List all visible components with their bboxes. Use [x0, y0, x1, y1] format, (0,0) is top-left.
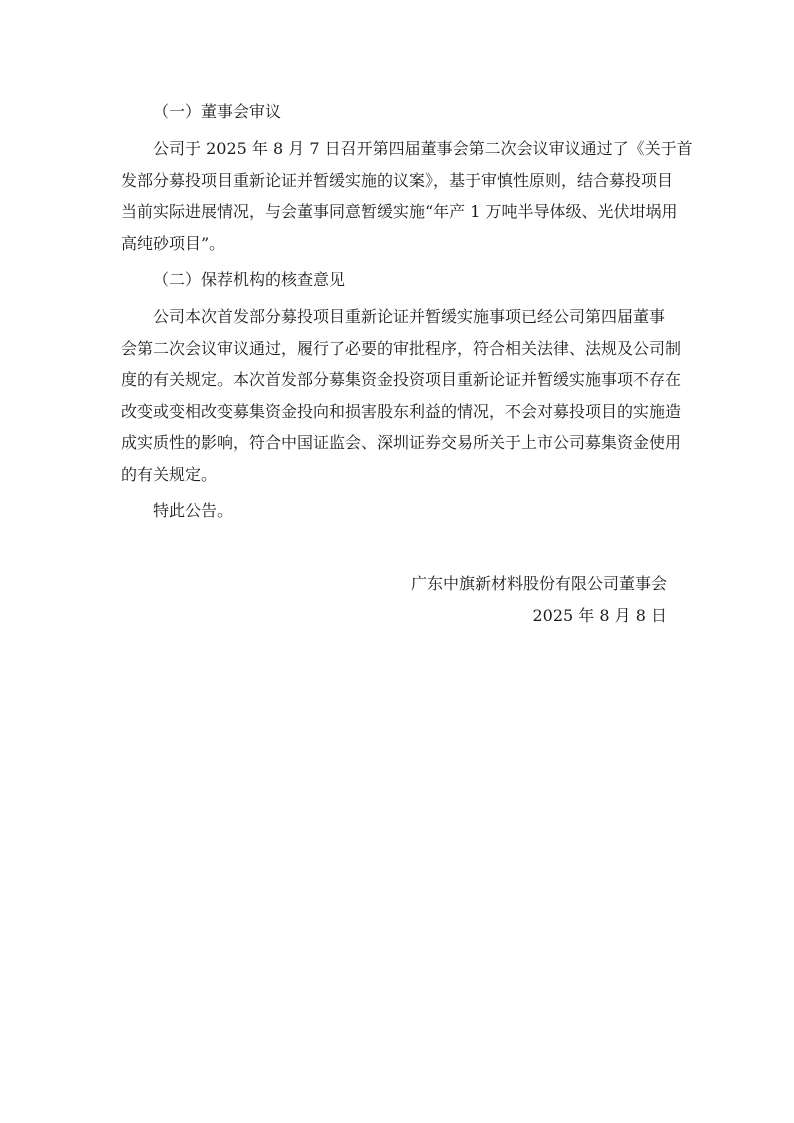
paragraph-line: 度的有关规定。本次首发部分募集资金投资项目重新论证并暂缓实施事项不存在 [121, 370, 682, 389]
paragraph-sponsor-opinion [121, 301, 682, 490]
section-heading-sponsor-opinion: （二）保荐机构的核查意见 [153, 270, 346, 289]
signature-organization: 广东中旗新材料股份有限公司董事会 [410, 574, 667, 593]
paragraph-line: 改变或变相改变募集资金投向和损害股东利益的情况，不会对募投项目的实施造 [121, 401, 682, 421]
paragraph-line: 公司于 2025 年 8 月 7 日召开第四届董事会第二次会议审议通过了《关于首 [153, 139, 693, 158]
document-body [121, 96, 693, 532]
paragraph-line: 会第二次会议审议通过，履行了必要的审批程序，符合相关法律、法规及公司制 [121, 338, 682, 358]
paragraph-line: 的有关规定。 [121, 464, 218, 484]
paragraph-line: 高纯砂项目”。 [121, 233, 226, 253]
paragraph-line: 当前实际进展情况，与会董事同意暂缓实施“年产 1 万吨半导体级、光伏坩埚用 [121, 202, 678, 221]
paragraph-line: 成实质性的影响，符合中国证监会、深圳证券交易所关于上市公司募集资金使用 [121, 433, 682, 452]
paragraph-line: 发部分募投项目重新论证并暂缓实施的议案》，基于审慎性原则，结合募投项目 [121, 170, 674, 190]
paragraph-line: 公司本次首发部分募投项目重新论证并暂缓实施事项已经公司第四届董事 [153, 307, 666, 326]
paragraph-board-review [121, 133, 693, 259]
section-heading-board-review: （一）董事会审议 [153, 102, 282, 121]
signature-date: 2025 年 8 月 8 日 [532, 606, 667, 625]
closing-statement: 特此公告。 [153, 501, 234, 520]
